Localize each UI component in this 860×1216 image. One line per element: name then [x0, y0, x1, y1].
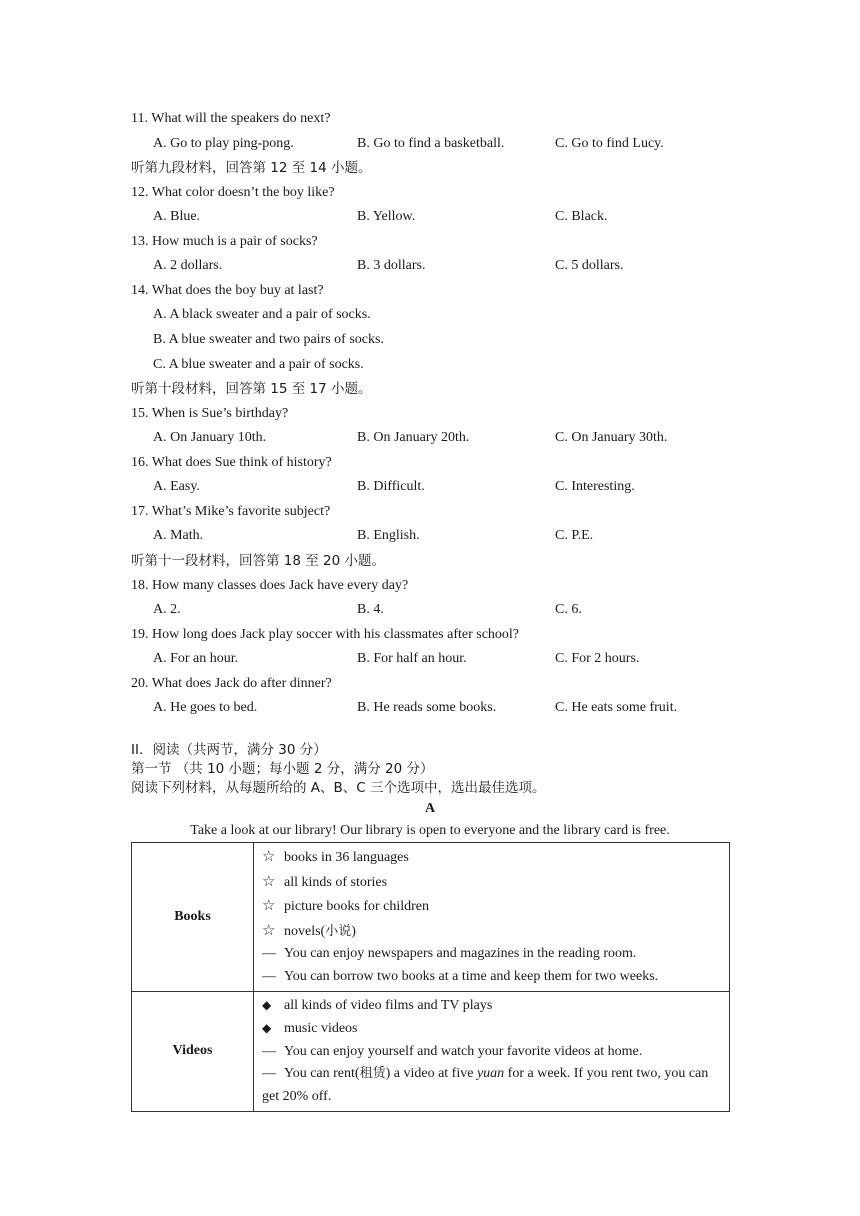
option-c: C. 5 dollars.: [555, 258, 624, 273]
list-item: ◆ music videos: [262, 1017, 723, 1041]
list-item: — You can enjoy yourself and watch your favorite videos at home.: [262, 1041, 723, 1064]
diamond-icon: ◆: [262, 1021, 272, 1036]
option-a: A. 2 dollars.: [153, 258, 223, 273]
option-c: C. For 2 hours.: [555, 651, 640, 666]
options-17: [0, 527, 860, 545]
question-19: 19. How long does Jack play soccer with his classmates after school?: [131, 627, 520, 642]
option-a: A. A black sweater and a pair of socks.: [153, 307, 371, 322]
options-19: [0, 650, 860, 668]
diamond-icon: ◆: [262, 997, 272, 1012]
option-b: B. Difficult.: [357, 479, 425, 494]
list-item: ☆ novels(小说): [262, 919, 723, 944]
option-a: A. Go to play ping-pong.: [153, 136, 294, 151]
option-c: C. On January 30th.: [555, 430, 668, 445]
option-b: B. On January 20th.: [357, 430, 470, 445]
reading-part-title: 第一节 （共 10 小题；每小题 2 分，满分 20 分）: [131, 761, 434, 777]
option-b: B. Yellow.: [357, 209, 416, 224]
option-b: B. He reads some books.: [357, 700, 497, 715]
books-label: Books: [132, 843, 254, 992]
question-11: 11. What will the speakers do next?: [131, 111, 331, 126]
option-b: B. For half an hour.: [357, 651, 467, 666]
option-a: A. For an hour.: [153, 651, 239, 666]
section-header-9: 听第九段材料，回答第 12 至 14 小题。: [131, 160, 372, 176]
books-items: [254, 843, 730, 992]
option-c: C. Black.: [555, 209, 608, 224]
options-12: [0, 208, 860, 226]
option-a: A. 2.: [153, 602, 181, 617]
options-13: [0, 257, 860, 275]
videos-items: [254, 991, 730, 1111]
option-a: A. Easy.: [153, 479, 200, 494]
options-20: [0, 699, 860, 717]
dash-icon: —: [262, 968, 276, 984]
question-18: 18. How many classes does Jack have every day?: [131, 578, 409, 593]
star-icon: ☆: [262, 847, 276, 865]
question-15: 15. When is Sue’s birthday?: [131, 406, 289, 421]
options-18: [0, 601, 860, 619]
star-icon: ☆: [262, 920, 276, 939]
list-item: — You can rent(租赁) a video at five yuan for a week. If you rent two, you can get 20% off.: [262, 1063, 723, 1108]
option-a: A. Math.: [153, 528, 204, 543]
option-c: C. He eats some fruit.: [555, 700, 678, 715]
list-item: ◆ all kinds of video films and TV plays: [262, 994, 723, 1018]
library-table: [131, 842, 730, 1112]
star-icon: ☆: [262, 871, 276, 890]
option-c: C. Go to find Lucy.: [555, 136, 664, 151]
books-row: [132, 843, 730, 992]
option-c: C. 6.: [555, 602, 582, 617]
question-13: 13. How much is a pair of socks?: [131, 234, 318, 249]
list-item: ☆ books in 36 languages: [262, 845, 723, 870]
list-item: ☆ picture books for children: [262, 894, 723, 919]
option-b: B. English.: [357, 528, 420, 543]
option-c: C. Interesting.: [555, 479, 635, 494]
option-b: B. 4.: [357, 602, 384, 617]
option-b: B. 3 dollars.: [357, 258, 426, 273]
option-a: A. He goes to bed.: [153, 700, 258, 715]
question-20: 20. What does Jack do after dinner?: [131, 676, 332, 691]
passage-letter: A: [424, 801, 436, 816]
list-item: — You can enjoy newspapers and magazines in the reading room.: [262, 943, 723, 966]
star-icon: ☆: [262, 896, 276, 915]
option-a: A. On January 10th.: [153, 430, 267, 445]
reading-instruction: 阅读下列材料，从每题所给的 A、B、C 三个选项中，选出最佳选项。: [131, 780, 546, 796]
section-header-10: 听第十段材料，回答第 15 至 17 小题。: [131, 381, 372, 397]
dash-icon: —: [262, 1043, 276, 1059]
question-14: 14. What does the boy buy at last?: [131, 283, 324, 298]
option-c: C. A blue sweater and a pair of socks.: [153, 357, 364, 372]
section-header-11: 听第十一段材料，回答第 18 至 20 小题。: [131, 553, 386, 569]
passage-intro: Take a look at our library! Our library is open to everyone and the library card is free.: [190, 823, 670, 838]
question-17: 17. What’s Mike’s favorite subject?: [131, 504, 331, 519]
dash-icon: —: [262, 1066, 276, 1082]
options-16: [0, 478, 860, 496]
dash-icon: —: [262, 946, 276, 962]
list-item: — You can borrow two books at a time and keep them for two weeks.: [262, 966, 723, 989]
option-a: A. Blue.: [153, 209, 201, 224]
option-c: C. P.E.: [555, 528, 594, 543]
reading-section-title: II．阅读（共两节，满分 30 分）: [131, 742, 327, 758]
option-b: B. Go to find a basketball.: [357, 136, 505, 151]
question-16: 16. What does Sue think of history?: [131, 455, 332, 470]
list-item: ☆ all kinds of stories: [262, 870, 723, 895]
options-15: [0, 429, 860, 447]
options-11: [0, 135, 860, 153]
videos-label: Videos: [132, 991, 254, 1111]
question-12: 12. What color doesn’t the boy like?: [131, 185, 335, 200]
videos-row: [132, 991, 730, 1111]
option-b: B. A blue sweater and two pairs of socks.: [153, 332, 384, 347]
